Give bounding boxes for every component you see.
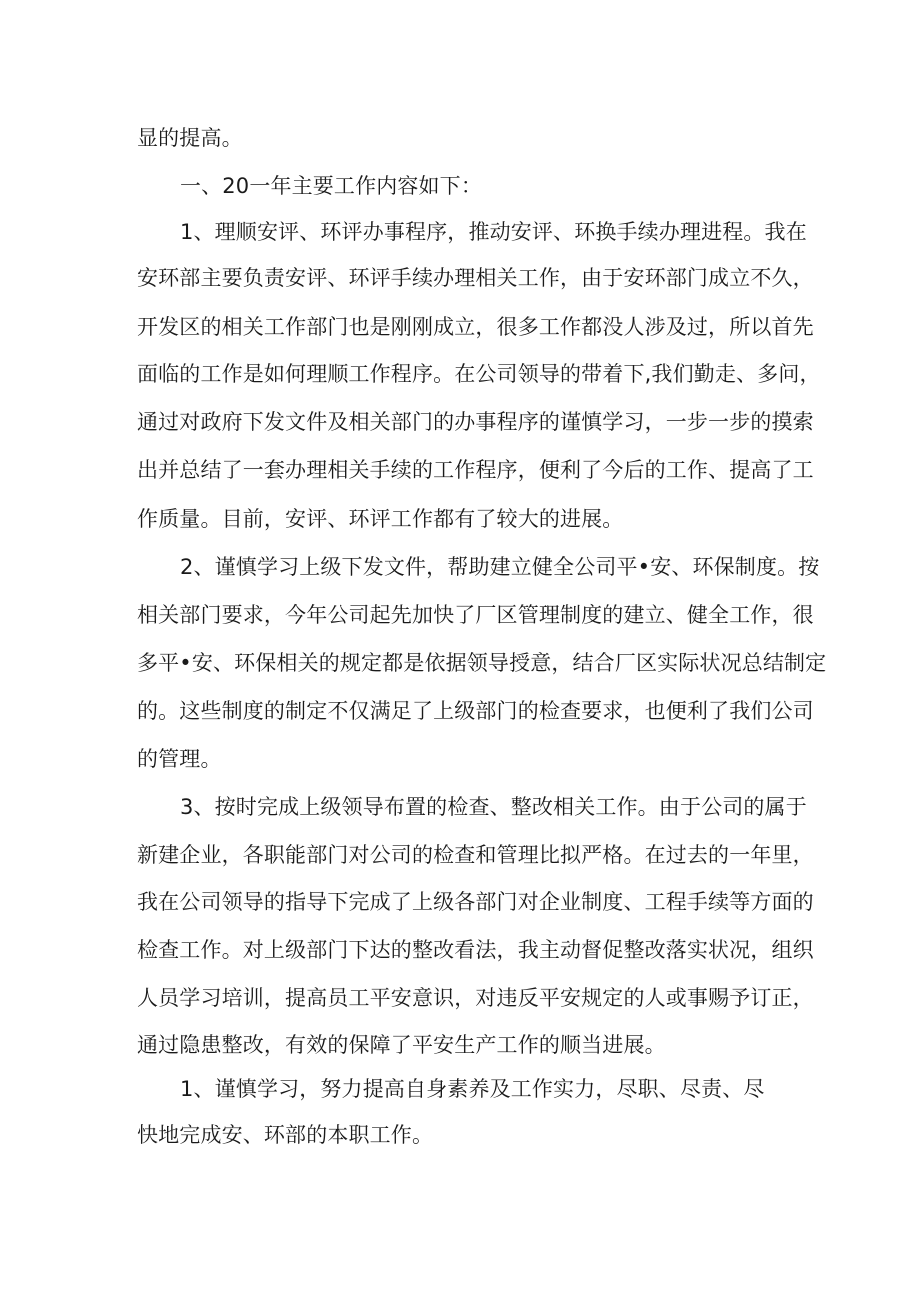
- text-line: 新建企业，各职能部门对公司的检查和管理比拟严格。在过去的一年里，: [137, 843, 814, 867]
- text-line: 作质量。目前，安评、环评工作都有了较大的进展。: [137, 507, 624, 531]
- text-line: 面临的工作是如何理顺工作程序。在公司领导的带着下,我们勤走、多问，: [137, 362, 821, 386]
- text-line: 我在公司领导的指导下完成了上级各部门对企业制度、工程手续等方面的: [137, 890, 814, 914]
- section-heading: 一、20一年主要工作内容如下：: [180, 174, 482, 198]
- text-line: 开发区的相关工作部门也是刚刚成立，很多工作都没人涉及过，所以首先: [137, 315, 814, 339]
- text-line: 2、谨慎学习上级下发文件，帮助建立健全公司平•安、环保制度。按: [180, 555, 820, 579]
- text-line: 1、理顺安评、环评办事程序，推动安评、环换手续办理进程。我在: [180, 220, 807, 244]
- text-line: 1、谨慎学习，努力提高自身素养及工作实力，尽职、尽责、尽: [180, 1077, 765, 1101]
- text-line: 多平•安、环保相关的规定都是依据领导授意，结合厂区实际状况总结制定: [137, 651, 827, 675]
- text-line: 检查工作。对上级部门下达的整改看法，我主动督促整改落实状况，组织: [137, 938, 814, 962]
- text-line: 出并总结了一套办理相关手续的工作程序，便利了今后的工作、提高了工: [137, 458, 814, 482]
- text-line: 显的提高。: [137, 126, 243, 150]
- text-line: 通过隐患整改，有效的保障了平安生产工作的顺当进展。: [137, 1033, 666, 1057]
- text-line: 相关部门要求，今年公司起先加快了厂区管理制度的建立、健全工作，很: [137, 603, 814, 627]
- text-line: 3、按时完成上级领导布置的检查、整改相关工作。由于公司的属于: [180, 795, 807, 819]
- text-line: 通过对政府下发文件及相关部门的办事程序的谨慎学习，一步一步的摸索: [137, 410, 814, 434]
- text-line: 的管理。: [137, 747, 222, 771]
- text-line: 快地完成安、环部的本职工作。: [137, 1123, 434, 1147]
- text-line: 的。这些制度的制定不仅满足了上级部门的检查要求，也便利了我们公司: [137, 699, 814, 723]
- text-line: 人员学习培训，提高员工平安意识，对违反平安规定的人或事赐予订正，: [137, 986, 814, 1010]
- text-line: 安环部主要负责安评、环评手续办理相关工作，由于安环部门成立不久，: [137, 266, 814, 290]
